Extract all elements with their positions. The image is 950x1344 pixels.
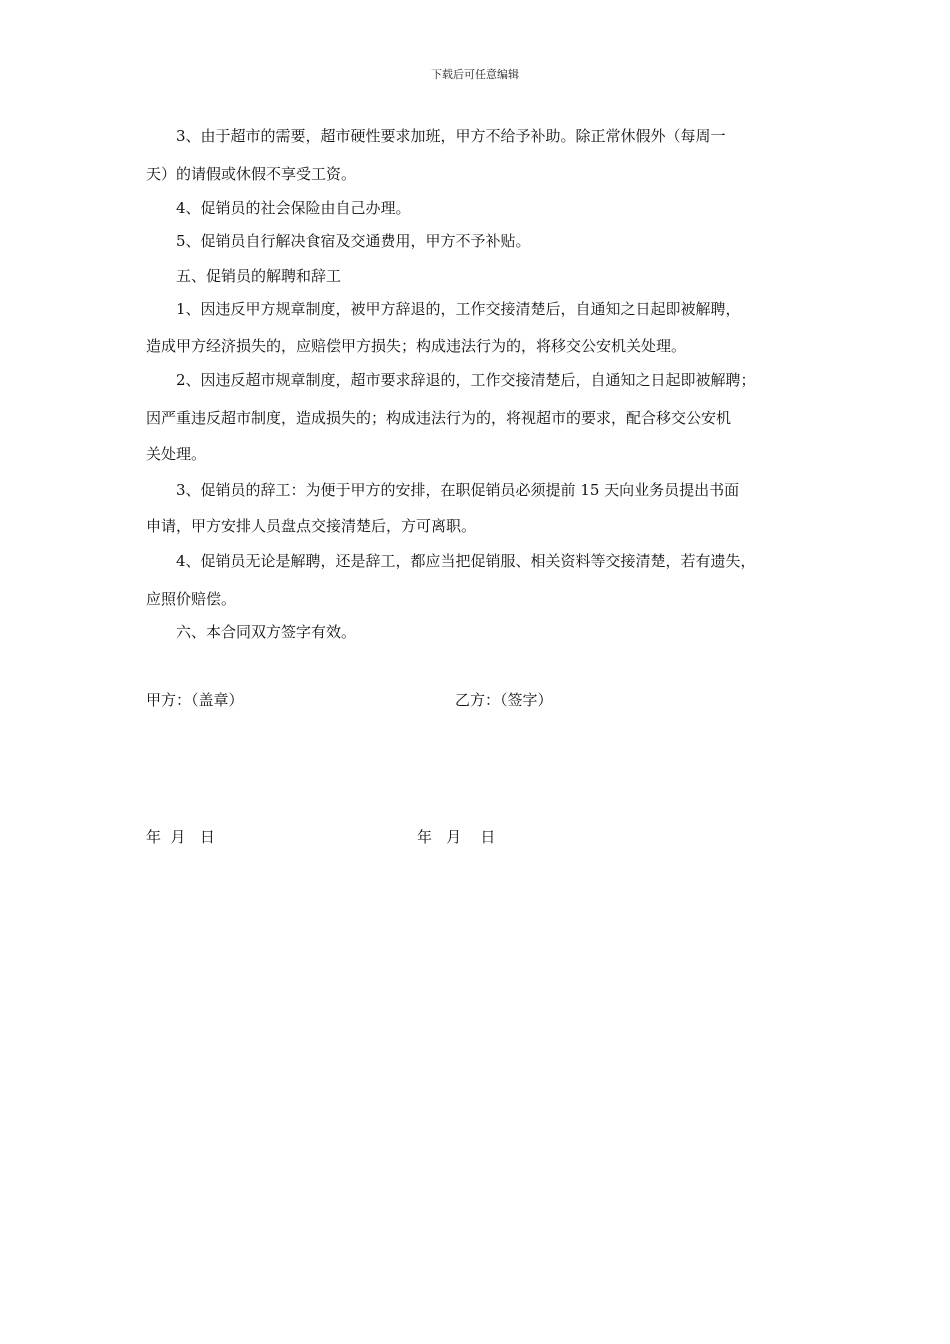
clause-4-line: 4、促销员的社会保险由自己办理。 xyxy=(176,199,411,217)
page-header-note: 下载后可任意编辑 xyxy=(431,68,519,81)
dismissal-1-line-2: 造成甲方经济损失的，应赔偿甲方损失；构成违法行为的，将移交公安机关处理。 xyxy=(146,337,687,355)
dismissal-2-line-1: 2、因违反超市规章制度，超市要求辞退的，工作交接清楚后，自通知之日起即被解聘； xyxy=(176,371,756,389)
party-b-date: 年 月 日 xyxy=(417,828,496,846)
resignation-3-line-2: 申请，甲方安排人员盘点交接清楚后，方可离职。 xyxy=(146,517,477,535)
dismissal-1-line-1: 1、因违反甲方规章制度，被甲方辞退的，工作交接清楚后，自通知之日起即被解聘， xyxy=(176,300,741,318)
handover-4-line-2: 应照价赔偿。 xyxy=(146,590,237,608)
section-5-heading: 五、促销员的解聘和辞工 xyxy=(176,267,342,285)
party-a-date: 年 月 日 xyxy=(146,828,215,846)
clause-5-line: 5、促销员自行解决食宿及交通费用，甲方不予补贴。 xyxy=(176,232,531,250)
resignation-3-line-1: 3、促销员的辞工：为便于甲方的安排，在职促销员必须提前 15 天向业务员提出书面 xyxy=(176,481,740,499)
party-b-signature-label: 乙方：（签字） xyxy=(455,691,553,709)
dismissal-2-line-2: 因严重违反超市制度，造成损失的；构成违法行为的，将视超市的要求，配合移交公安机 xyxy=(146,409,732,427)
party-a-signature-label: 甲方：（盖章） xyxy=(146,691,244,709)
section-6-heading: 六、本合同双方签字有效。 xyxy=(176,623,357,641)
dismissal-2-line-3: 关处理。 xyxy=(146,445,207,463)
handover-4-line-1: 4、促销员无论是解聘，还是辞工，都应当把促销服、相关资料等交接清楚，若有遗失， xyxy=(176,552,756,570)
clause-3-line-1: 3、由于超市的需要，超市硬性要求加班，甲方不给予补助。除正常休假外（每周一 xyxy=(176,127,726,145)
clause-3-line-2: 天）的请假或休假不享受工资。 xyxy=(146,165,357,183)
